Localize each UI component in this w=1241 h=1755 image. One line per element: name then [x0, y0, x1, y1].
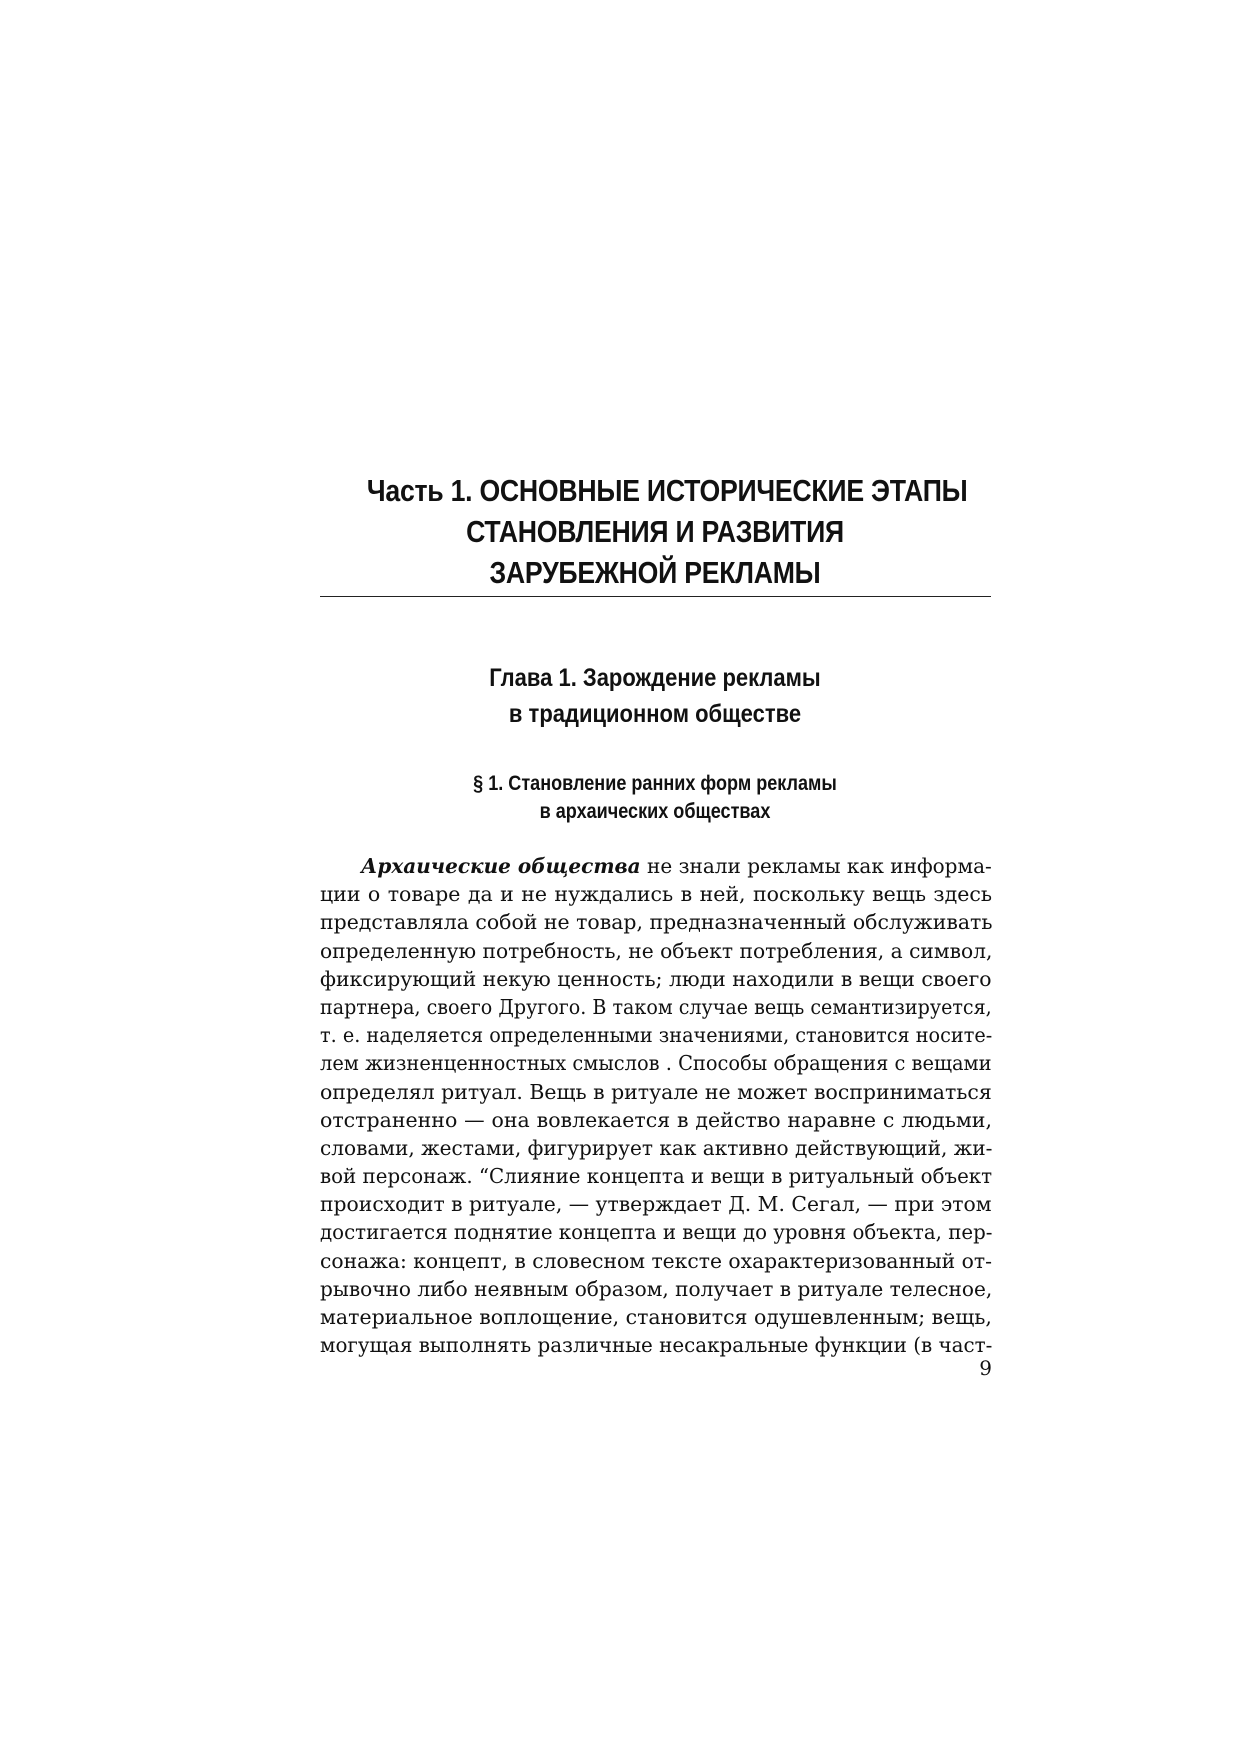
paragraph-line: ции о товаре да и не нуждались в ней, поскольку вещь здесь — [320, 882, 992, 907]
part-title-divider — [320, 596, 991, 597]
paragraph-line: представляла собой не товар, предназначенный обслуживать — [320, 910, 993, 935]
paragraph-line: определенную потребность, не объект потребления, а символ, — [320, 938, 993, 963]
part-title — [366, 470, 968, 593]
part-title-line: ЗАРУБЕЖНОЙ РЕКЛАМЫ — [489, 555, 821, 590]
lead-term: Архаические общества — [361, 854, 641, 878]
chapter-title-line: в традиционном обществе — [508, 700, 802, 728]
paragraph-line: достигается поднятие концепта и вещи до уровня объекта, пер- — [320, 1220, 993, 1245]
section-title-line: в архаических обществах — [539, 800, 771, 823]
paragraph-line: рывочно либо неявным образом, получает в ритуале телесное, — [320, 1276, 993, 1301]
paragraph-line: лем жизненценностных смыслов . Способы обращения с вещами — [320, 1051, 992, 1076]
body-paragraph — [320, 852, 992, 1359]
chapter-title-line: Глава 1. Зарождение рекламы — [489, 664, 821, 692]
paragraph-line — [320, 852, 992, 880]
paragraph-line: вой персонаж. “Слияние концепта и вещи в ритуальный объект — [320, 1164, 993, 1189]
part-title-line: СТАНОВЛЕНИЯ И РАЗВИТИЯ — [466, 514, 844, 549]
paragraph-line: сонажа: концепт, в словесном тексте охарактеризованный от- — [320, 1248, 992, 1273]
paragraph-line: отстраненно — она вовлекается в действо наравне с людьми, — [320, 1107, 992, 1132]
paragraph-line: материальное воплощение, становится одушевленным; вещь, — [320, 1305, 992, 1329]
paragraph-line: партнера, своего Другого. В таком случае вещь семантизируется, — [320, 994, 992, 1019]
paragraph-line-text: не знали рекламы как информа- — [640, 854, 992, 878]
page-number: 9 — [979, 1356, 992, 1380]
section-title — [367, 770, 943, 826]
chapter-title — [360, 660, 950, 732]
paragraph-line: т. е. наделяется определенными значениями, становится носите- — [320, 1023, 993, 1048]
paragraph-line: словами, жестами, фигурирует как активно действующий, жи- — [320, 1135, 993, 1160]
paragraph-line: могущая выполнять различные несакральные функции (в част- — [320, 1333, 993, 1358]
section-title-line: § 1. Становление ранних форм рекламы — [473, 772, 837, 795]
part-title-line: Часть 1. ОСНОВНЫЕ ИСТОРИЧЕСКИЕ ЭТАПЫ — [366, 473, 968, 508]
paragraph-line: фиксирующий некую ценность; люди находили в вещи своего — [320, 966, 992, 991]
paragraph-line: определял ритуал. Вещь в ритуале не может восприниматься — [320, 1079, 992, 1104]
paragraph-line: происходит в ритуале, — утверждает Д. М. Сегал, — при этом — [320, 1192, 992, 1217]
